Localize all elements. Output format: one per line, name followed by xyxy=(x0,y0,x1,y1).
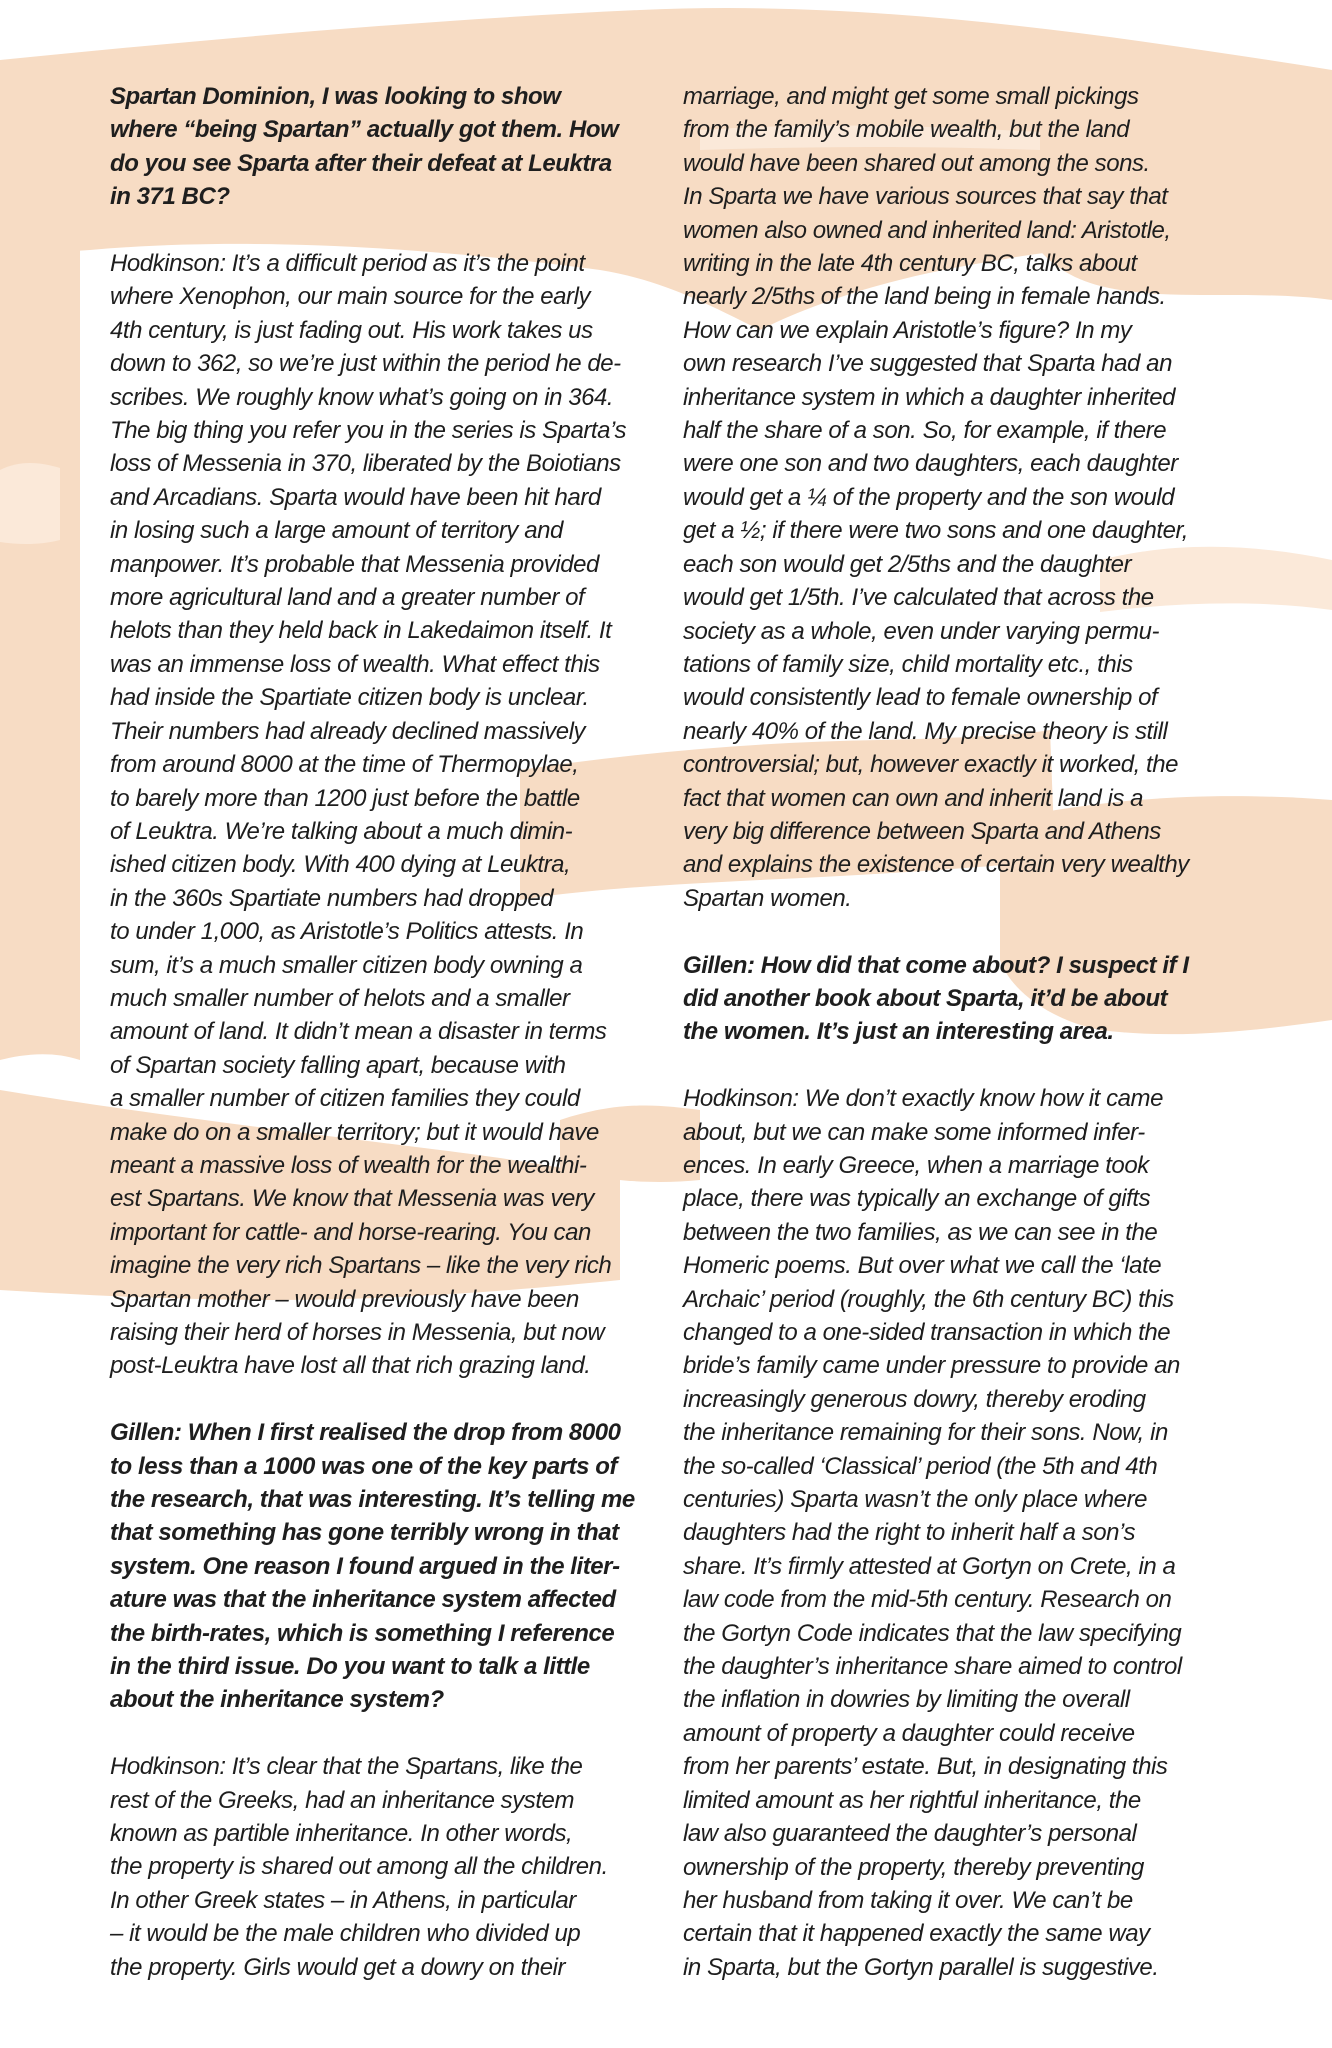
interview-question: Gillen: When I first realised the drop from 8000 to less than a 1000 was one of the key parts of the research, that was interesting. It’s telling me that something has gone terribly wrong in that system. One reason I found argued in the liter- ature was that the inheritance system affected the birth-rates, which is something I reference in the third issue. Do you want to talk a little about the inheritance system? xyxy=(110,1419,635,1714)
brush-stroke-left xyxy=(0,228,80,1060)
brush-stroke-streak-1 xyxy=(0,463,60,544)
interview-answer: Hodkinson: It’s clear that the Spartans, like the rest of the Greeks, had an inheritance system known as partible inheritance. In other words, the property is shared out among all the children. In other Greek states – in Athens, in particular – it would be the male children who divided up the property. Girls would get a dowry on their xyxy=(110,1753,608,1981)
article-left-column xyxy=(110,80,650,1984)
interview-question: Gillen: How did that come about? I suspect if I did another book about Sparta, it’d be about the women. It’s just an interesting area. xyxy=(683,951,1189,1046)
article-right-column xyxy=(683,80,1223,1984)
interview-answer: Hodkinson: We don’t exactly know how it came about, but we can make some informed infer- ences. In early Greece, when a marriage took place, there was typically an exchange of gifts between the two families, as we can see in the Homeric poems. But over what we call the ‘late Archaic’ period (roughly, the 6th century BC) this changed to a one-sided transaction in which the bride’s family came under pressure to provide an increasingly generous dowry, thereby eroding the inheritance remaining for their sons. Now, in the so-called ‘Classical’ period (the 5th and 4th centuries) Sparta wasn’t the only place where daughters had the right to inherit half a son’s share. It’s firmly attested at Gortyn on Crete, in a law code from the mid-5th century. Research on the Gortyn Code indicates that the law specifying the daughter’s inheritance share aimed to control the inflation in dowries by limiting the overall amount of property a daughter could receive from her parents’ estate. But, in designating this limited amount as her rightful inheritance, the law also guaranteed the daughter’s personal ownership of the property, thereby preventing her husband from taking it over. We can’t be certain that it happened exactly the same way in Sparta, but the Gortyn parallel is suggestive. xyxy=(683,1085,1182,1981)
interview-question: Spartan Dominion, I was looking to show where “being Spartan” actually got them. How do you see Sparta after their defeat at Leuktra in 371 BC? xyxy=(110,83,619,211)
interview-answer: Hodkinson: It’s a difficult period as it’s the point where Xenophon, our main source for the early 4th century, is just fading out. His work takes us down to 362, so we’re just within the period he de- scribes. We roughly know what’s going on in 364. The big thing you refer you in the series is Sparta’s loss of Messenia in 370, liberated by the Boiotians and Arcadians. Sparta would have been hit hard in losing such a large amount of territory and manpower. It’s probable that Messenia provided more agricultural land and a greater number of helots than they held back in Lakedaimon itself. It was an immense loss of wealth. What effect this had inside the Spartiate citizen body is unclear. Their numbers had already declined massively from around 8000 at the time of Thermopylae, to barely more than 1200 just before the battle of Leuktra. We’re talking about a much dimin- ished citizen body. With 400 dying at Leuktra, in the 360s Spartiate numbers had dropped to under 1,000, as Aristotle’s Politics attests. In sum, it’s a much smaller citizen body owning a much smaller number of helots and a smaller amount of land. It didn’t mean a disaster in terms of Spartan society falling apart, because with a smaller number of citizen families they could make do on a smaller territory; but it would have meant a massive loss of wealth for the wealthi- est Spartans. We know that Messenia was very important for cattle- and horse-rearing. You can imagine the very rich Spartans – like the very rich Spartan mother – would previously have been raising their herd of horses in Messenia, but now post-Leuktra have lost all that rich grazing land. xyxy=(110,250,626,1380)
interview-answer: marriage, and might get some small pickings from the family’s mobile wealth, but the land would have been shared out among the sons. In Sparta we have various sources that say that women also owned and inherited land: Aristotle, writing in the late 4th century BC, talks about nearly 2/5ths of the land being in female hands. How can we explain Aristotle’s figure? In my own research I’ve suggested that Sparta had an inheritance system in which a daughter inherited half the share of a son. So, for example, if there were one son and two daughters, each daughter would get a ¼ of the property and the son would get a ½; if there were two sons and one daughter, each son would get 2/5ths and the daughter would get 1/5th. I’ve calculated that across the society as a whole, even under varying permu- tations of family size, child mortality etc., this would consistently lead to female ownership of nearly 40% of the land. My precise theory is still controversial; but, however exactly it worked, the fact that women can own and inherit land is a very big difference between Sparta and Athens and explains the existence of certain very wealthy Spartan women. xyxy=(683,83,1189,912)
